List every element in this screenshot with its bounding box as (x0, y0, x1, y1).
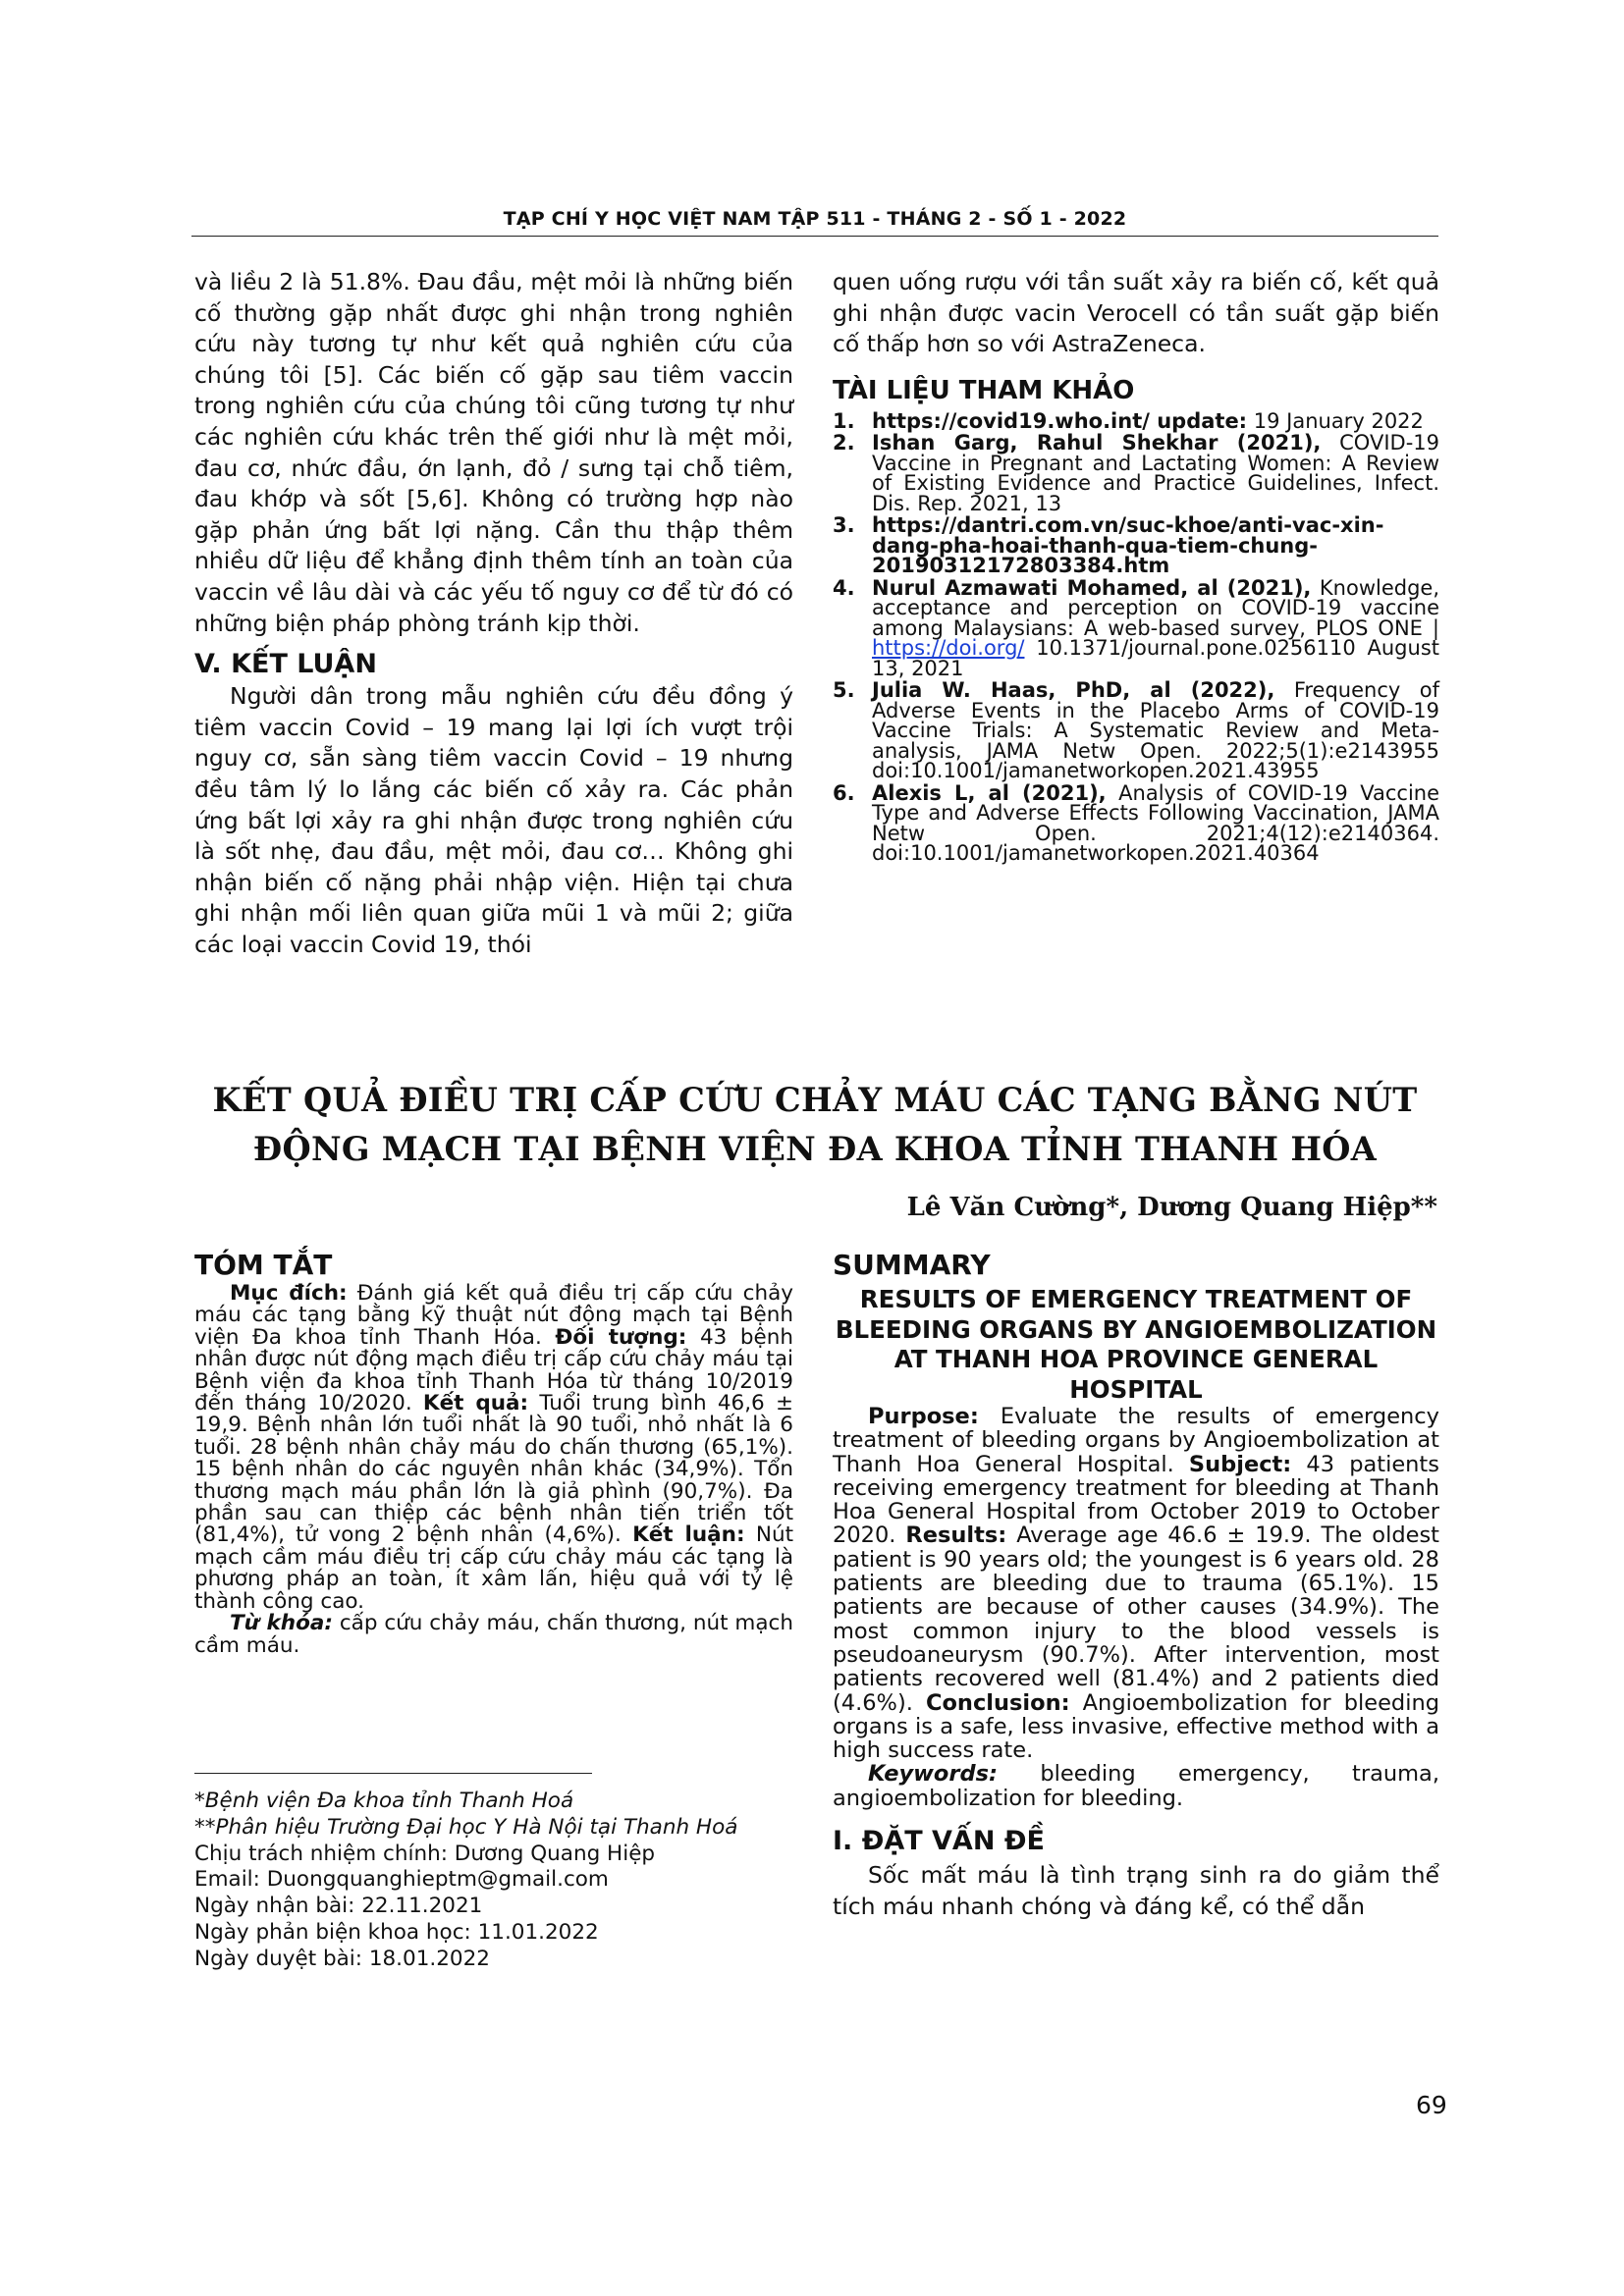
summary-title: RESULTS OF EMERGENCY TREATMENT OF BLEEDING ORGANS BY ANGIOEMBOLIZATION AT THANH HOA PROVINCE GENERAL HOSPITAL (835, 1285, 1437, 1404)
affiliation-1: *Bệnh viện Đa khoa tỉnh Thanh Hoá (194, 1789, 574, 1813)
abstract-vi (194, 1249, 793, 1657)
footnote-rule (194, 1773, 592, 1774)
references-heading: TÀI LIỆU THAM KHẢO (833, 375, 1135, 405)
header-rule (191, 236, 1438, 237)
reference-url[interactable]: https://dantri.com.vn/suc-khoe/anti-vac-xin-dang-pha-hoai-thanh-qua-tiem-chung-20190312172803384.htm (872, 513, 1384, 578)
intro-paragraph: Sốc mất máu là tình trạng sinh ra do giảm thể tích máu nhanh chóng và đáng kể, có thể dẫn (833, 1861, 1439, 1920)
reference-item: 6. Alexis L, al (2021), Analysis of COVID-19 Vaccine Type and Adverse Effects Following Vaccination, JAMA Netw Open. 2021;4(12):e2140364. doi:10.1001/jamanetworkopen.2021.40364 (833, 780, 1440, 866)
responsible-author: Chịu trách nhiệm chính: Dương Quang Hiệp (194, 1841, 656, 1866)
page-number: 69 (1416, 2091, 1447, 2119)
article-title (191, 1076, 1438, 1174)
top-right-column (833, 267, 1439, 866)
affiliation-2: **Phân hiệu Trường Đại học Y Hà Nội tại Thanh Hoá (194, 1814, 738, 1840)
contact-email: Email: Duongquanghieptm@gmail.com (194, 1867, 609, 1893)
intro-heading: I. ĐẶT VẤN ĐỀ (833, 1826, 1045, 1857)
footnotes (194, 1789, 737, 1973)
article-title-line-1: KẾT QUẢ ĐIỀU TRỊ CẤP CỨU CHẢY MÁU CÁC TẠNG BẰNG NÚT (212, 1081, 1418, 1119)
reference-item: 3. https://dantri.com.vn/suc-khoe/anti-vac-xin-dang-pha-hoai-thanh-qua-tiem-chung-20190312172803384.htm (833, 513, 1384, 578)
abstract-vi-body: Mục đích: Đánh giá kết quả điều trị cấp cứu chảy máu các tạng bằng kỹ thuật nút động mạch tại Bệnh viện Đa khoa tỉnh Thanh Hóa. Đối tượng: 43 bệnh nhân được nút động mạch điều trị cấp cứu chảy máu tại Bệnh viện đa khoa tỉnh Thanh Hóa từ tháng 10/2019 đến tháng 10/2020. Kết quả: Tuổi trung bình 46,6 ± 19,9. Bệnh nhân lớn tuổi nhất là 90 tuổi, nhỏ nhất là 6 tuổi. 28 bệnh nhân chảy máu do chấn thương (65,1%). 15 bệnh nhân do các nguyên nhân khác (34,9%). Tổn thương mạch máu phần lớn là giả phình (90,7%). Đa phần sau can thiệp các bệnh nhân tiến triển tốt (81,4%), tử vong 2 bệnh nhân (4,6%). Kết luận: Nút mạch cầm máu điều trị cấp cứu chảy máu các tạng là phương pháp an toàn, ít xâm lấn, hiệu quả với tỷ lệ thành công cao. (194, 1281, 794, 1614)
reference-item: 1. https://covid19.who.int/ update: 19 January 2022 (833, 408, 1424, 433)
abstract-vi-heading: TÓM TẮT (194, 1249, 333, 1281)
reference-item: 4. Nurul Azmawati Mohamed, al (2021), Knowledge, acceptance and perception on COVID-19 vaccine among Malaysians: A web-based survey, PLOS ONE | https://doi.org/ 10.1371/journal.pone.0256110 August 13, 2021 (833, 575, 1439, 680)
conclusion-paragraph: Người dân trong mẫu nghiên cứu đều đồng ý tiêm vaccin Covid – 19 mang lại lợi ích vượt trội nguy cơ, sẵn sàng tiêm vaccin Covid – 19 nhưng đều tâm lý lo lắng các biến cố xảy ra. Các phản ứng bất lợi xảy ra ghi nhận được trong nghiên cứu là sốt nhẹ, đau đầu, mệt mỏi, đau cơ… Không ghi nhận biến cố nặng phải nhập viện. Hiện tại chưa ghi nhận mối liên quan giữa mũi 1 và mũi 2; giữa các loại vaccin Covid 19, thói (194, 682, 793, 958)
summary-keywords: Keywords: bleeding emergency, trauma, angioembolization for bleeding. (833, 1761, 1439, 1811)
date-reviewed: Ngày phản biện khoa học: 11.01.2022 (194, 1919, 599, 1945)
date-accepted: Ngày duyệt bài: 18.01.2022 (194, 1946, 490, 1971)
conclusion-heading: V. KẾT LUẬN (194, 649, 377, 680)
date-received: Ngày nhận bài: 22.11.2021 (194, 1894, 483, 1919)
reference-item: 2. Ishan Garg, Rahul Shekhar (2021), COVID-19 Vaccine in Pregnant and Lactating Women: A Review of Existing Evidence and Practice Guidelines, Infect. Dis. Rep. 2021, 13 (833, 431, 1439, 515)
article-title-line-2: ĐỘNG MẠCH TẠI BỆNH VIỆN ĐA KHOA TỈNH THANH HÓA (252, 1130, 1378, 1168)
summary-heading: SUMMARY (833, 1249, 991, 1281)
summary-body: Purpose: Evaluate the results of emergency treatment of bleeding organs by Angioembolization at Thanh Hoa General Hospital. Subject: 43 patients receiving emergency treatment for bleeding at Thanh Hoa General Hospital from October 2019 to October 2020. Results: Average age 46.6 ± 19.9. The oldest patient is 90 years old; the youngest is 6 years old. 28 patients are bleeding due to trauma (65.1%). 15 patients are because of other causes (34.9%). The most common injury to the blood vessels is pseudoaneurysm (90.7%). After intervention, most patients recovered well (81.4%) and 2 patients died (4.6%). Conclusion: Angioembolization for bleeding organs is a safe, less invasive, effective method with a high success rate. (833, 1404, 1439, 1764)
doi-link[interactable]: https://doi.org/ (872, 636, 1025, 661)
abstract-vi-keywords: Từ khóa: cấp cứu chảy máu, chấn thương, nút mạch cầm máu. (194, 1611, 793, 1658)
reference-item: 5. Julia W. Haas, PhD, al (2022), Frequency of Adverse Events in the Placebo Arms of COVID-19 Vaccine Trials: A Systematic Review and Meta-analysis, JAMA Netw Open. 2022;5(1):e2143955 doi:10.1001/jamanetworkopen.2021.43955 (833, 678, 1439, 783)
top-left-column (194, 267, 793, 960)
article-authors: Lê Văn Cường*, Dương Quang Hiệp** (906, 1193, 1437, 1222)
discussion-continuation: quen uống rượu với tần suất xảy ra biến cố, kết quả ghi nhận được vacin Verocell có tần suất gặp biến cố thấp hơn so với AstraZeneca. (833, 268, 1439, 358)
reference-list (833, 408, 1440, 866)
running-header: TẠP CHÍ Y HỌC VIỆT NAM TẬP 511 - THÁNG 2 - SỐ 1 - 2022 (503, 208, 1127, 230)
discussion-paragraph: và liều 2 là 51.8%. Đau đầu, mệt mỏi là những biến cố thường gặp nhất được ghi nhận trong nghiên cứu này tương tự như kết quả nghiên cứu của chúng tôi [5]. Các biến cố gặp sau tiêm vaccin trong nghiên cứu của chúng tôi cũng tương tự như các nghiên cứu khác trên thế giới như là mệt mỏi, đau cơ, nhức đầu, ớn lạnh, đỏ / sưng tại chỗ tiêm, đau khớp và sốt [5,6]. Không có trường hợp nào gặp phản ứng bất lợi nặng. Cần thu thập thêm nhiều dữ liệu để khẳng định thêm tính an toàn của vaccin về lâu dài và các yếu tố nguy cơ để từ đó có những biện pháp phòng tránh kịp thời. (194, 268, 793, 637)
summary-en (833, 1249, 1439, 1922)
